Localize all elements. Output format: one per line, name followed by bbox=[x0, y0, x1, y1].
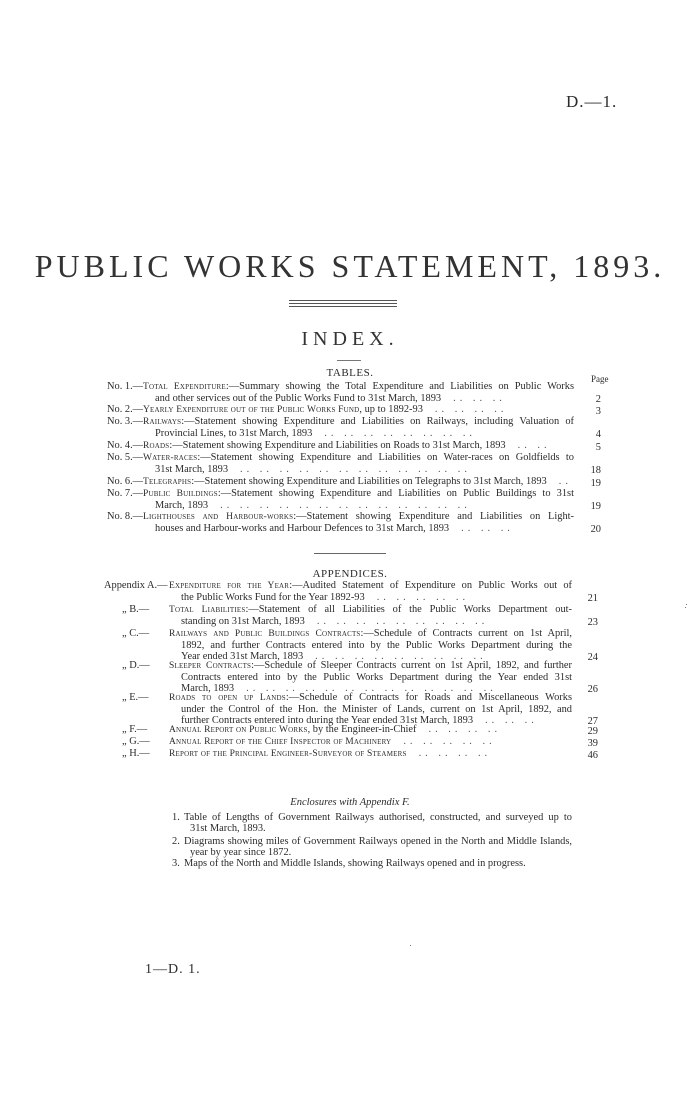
table-description bbox=[143, 511, 574, 534]
table-subject: Lighthouses and Harbour-works bbox=[143, 512, 294, 522]
table-subject: Public Buildings bbox=[143, 489, 218, 499]
table-text: and other services out of the Public Works Fund to 31st March, 1893 bbox=[155, 393, 442, 404]
table-description bbox=[143, 452, 574, 475]
leader-dots: .. .. .. .. .. bbox=[376, 592, 470, 603]
enclosure-number: 3. bbox=[172, 858, 180, 869]
paper-speck bbox=[686, 604, 687, 605]
page-number: 18 bbox=[590, 465, 601, 476]
leader-dots: .. .. bbox=[517, 440, 551, 451]
leader-dots: .. .. .. .. bbox=[428, 724, 502, 735]
enclosure-text bbox=[184, 812, 572, 834]
appendix-subject: Railways and Public Buildings Contracts bbox=[169, 629, 361, 639]
enclosure-text bbox=[184, 836, 572, 858]
appendix-text: further Contracts entered into during the Year ended 31st March, 1893 bbox=[181, 715, 474, 726]
title-rule-middle bbox=[289, 303, 397, 304]
appendix-entry bbox=[104, 604, 598, 626]
appendix-number: „ C.— bbox=[122, 628, 150, 639]
leader-dots: .. .. .. .. .. .. .. .. .. bbox=[315, 651, 487, 662]
table-description bbox=[143, 440, 574, 452]
table-entry bbox=[107, 511, 601, 533]
appendix-entry bbox=[104, 660, 598, 693]
appendix-text: :—Schedule of Contracts for Roads and Miscellaneous Works bbox=[285, 692, 573, 703]
table-text: :—Statement showing Expenditure and Liabilities on Railways, including Valuation of bbox=[181, 416, 574, 427]
enclosure-number: 2. bbox=[172, 836, 180, 847]
appendix-subject: Report of the Principal Engineer-Surveyor of Steamers bbox=[169, 749, 407, 759]
appendix-text: March, 1893 bbox=[181, 683, 235, 694]
page-number: 21 bbox=[587, 593, 598, 604]
page-number: 23 bbox=[587, 617, 598, 628]
leader-dots: .. .. .. .. bbox=[434, 404, 508, 415]
appendix-subject: Annual Report of the Chief Inspector of Machinery bbox=[169, 737, 392, 747]
appendix-number: „ H.— bbox=[122, 748, 150, 759]
document-reference: D.—1. bbox=[566, 92, 618, 111]
page-number: 26 bbox=[587, 684, 598, 695]
appendix-subject: Expenditure for the Year bbox=[169, 581, 290, 591]
page-number: 19 bbox=[590, 478, 601, 489]
table-entry bbox=[107, 476, 601, 487]
enclosure-text bbox=[184, 858, 572, 869]
table-number: No. 7.— bbox=[107, 488, 144, 499]
table-subject: Roads bbox=[143, 441, 170, 451]
appendix-text: :—Schedule of Sleeper Contracts current on 1st April, 1892, and further bbox=[251, 660, 572, 671]
table-subject: Total Expenditure bbox=[143, 382, 226, 392]
table-entry bbox=[107, 488, 601, 510]
page-column-label: Page bbox=[591, 374, 609, 384]
table-number: No. 6.— bbox=[107, 476, 144, 487]
leader-dots: .. bbox=[558, 476, 572, 487]
appendix-description bbox=[169, 692, 572, 726]
table-number: No. 3.— bbox=[107, 416, 144, 427]
leader-dots: .. .. .. bbox=[461, 523, 514, 534]
table-entry bbox=[107, 416, 601, 438]
appendix-description bbox=[169, 604, 572, 627]
index-heading: INDEX. bbox=[301, 328, 399, 350]
appendix-number: Appendix A.— bbox=[104, 580, 168, 591]
appendix-description bbox=[169, 748, 572, 760]
table-entry bbox=[107, 381, 601, 403]
appendix-number: „ G.— bbox=[122, 736, 150, 747]
appendix-text: the Public Works Fund for the Year 1892-93 bbox=[181, 592, 365, 603]
appendix-number: „ B.— bbox=[122, 604, 150, 615]
table-text: Provincial Lines, to 31st March, 1893 bbox=[155, 428, 313, 439]
page-number: 4 bbox=[595, 429, 601, 440]
appendix-subject: Annual Report on Public Works bbox=[169, 725, 308, 735]
table-number: No. 2.— bbox=[107, 404, 144, 415]
leader-dots: .. .. .. .. .. bbox=[403, 736, 496, 747]
page-footer-signature: 1—D. 1. bbox=[145, 962, 201, 977]
appendix-description bbox=[169, 580, 572, 603]
index-rule bbox=[337, 360, 361, 361]
appendix-subject: Sleeper Contracts bbox=[169, 661, 252, 671]
table-description bbox=[143, 404, 574, 416]
enclosure-line: 31st March, 1893. bbox=[190, 823, 266, 834]
enclosure-line: Maps of the North and Middle Islands, showing Railways opened and in progress. bbox=[184, 858, 526, 869]
appendix-subject: Roads to open up Lands bbox=[169, 693, 286, 703]
appendix-description bbox=[169, 628, 572, 662]
leader-dots: .. .. .. .. .. .. .. .. .. .. .. .. .. bbox=[246, 683, 497, 694]
enclosure-line: Table of Lengths of Government Railways authorised, constructed, and surveyed up to bbox=[184, 812, 572, 823]
table-subject: Railways bbox=[143, 417, 182, 427]
table-text: March, 1893 bbox=[155, 500, 209, 511]
table-text: :—Statement showing Expenditure and Liabilities on Water-races on Goldfields to bbox=[197, 452, 574, 463]
tables-heading: TABLES. bbox=[326, 367, 374, 379]
table-text: :—Statement showing Expenditure and Liabilities on Light- bbox=[293, 511, 574, 522]
leader-dots: .. .. .. .. bbox=[418, 748, 492, 759]
page-number: 46 bbox=[587, 750, 598, 761]
table-entry bbox=[107, 404, 601, 415]
page-number: 20 bbox=[590, 524, 601, 535]
table-text: :—Statement showing Expenditure and Liabilities on Roads to 31st March, 1893 bbox=[169, 440, 506, 451]
appendix-text: Year ended 31st March, 1893 bbox=[181, 651, 304, 662]
appendix-entry bbox=[104, 580, 598, 602]
table-number: No. 4.— bbox=[107, 440, 144, 451]
table-subject: Telegraphs bbox=[143, 477, 192, 487]
table-subject: Water-races bbox=[143, 453, 198, 463]
appendix-text: :—Statement of all Liabilities of the Public Works Department out- bbox=[245, 604, 572, 615]
page-number: 29 bbox=[587, 726, 598, 737]
appendix-entry bbox=[104, 692, 598, 725]
paper-speck bbox=[685, 607, 686, 608]
table-text: , up to 1892-93 bbox=[359, 404, 423, 415]
page-number: 27 bbox=[587, 716, 598, 727]
appendix-text: , by the Engineer-in-Chief bbox=[307, 724, 417, 735]
table-number: No. 8.— bbox=[107, 511, 144, 522]
table-description bbox=[143, 381, 574, 404]
leader-dots: .. .. .. .. .. .. .. .. bbox=[324, 428, 477, 439]
page-number: 39 bbox=[587, 738, 598, 749]
table-description bbox=[143, 416, 574, 439]
enclosure-line: year by year since 1872. bbox=[190, 847, 292, 858]
appendix-text: under the Control of the Hon. the Minister of Lands, current on 1st April, 1892, and bbox=[181, 704, 572, 715]
appendix-description bbox=[169, 660, 572, 694]
appendix-number: „ E.— bbox=[122, 692, 149, 703]
title-rule-bottom bbox=[289, 306, 397, 307]
table-entry bbox=[107, 452, 601, 474]
appendix-entry bbox=[104, 748, 598, 759]
enclosure-number: 1. bbox=[172, 812, 180, 823]
table-number: No. 1.— bbox=[107, 381, 144, 392]
title-rule-top bbox=[289, 300, 397, 301]
page-title: PUBLIC WORKS STATEMENT, 1893. bbox=[34, 248, 666, 284]
section-divider bbox=[314, 553, 386, 554]
page-number: 2 bbox=[595, 394, 601, 405]
paper-speck bbox=[410, 945, 411, 946]
appendix-entry bbox=[104, 628, 598, 661]
table-subject: Yearly Expenditure out of the Public Works Fund bbox=[143, 405, 360, 415]
appendix-entry bbox=[104, 724, 598, 735]
table-text: :—Statement showing Expenditure and Liabilities on Public Buildings to 31st bbox=[217, 488, 574, 499]
appendix-entry bbox=[104, 736, 598, 747]
leader-dots: .. .. .. bbox=[485, 715, 538, 726]
table-text: :—Statement showing Expenditure and Liabilities on Telegraphs to 31st March, 1893 bbox=[191, 476, 547, 487]
leader-dots: .. .. .. .. .. .. .. .. .. .. .. .. bbox=[240, 464, 471, 475]
table-number: No. 5.— bbox=[107, 452, 144, 463]
appendix-text: 1892, and further Contracts entered into by the Public Works Department during the bbox=[181, 640, 572, 651]
appendix-subject: Total Liabilities bbox=[169, 605, 246, 615]
appendix-description bbox=[169, 724, 572, 736]
appendix-number: „ D.— bbox=[122, 660, 150, 671]
appendix-text: :—Audited Statement of Expenditure on Public Works out of bbox=[289, 580, 572, 591]
appendix-text: :—Schedule of Contracts current on 1st April, bbox=[360, 628, 573, 639]
enclosure-line: Diagrams showing miles of Government Railways opened in the North and Middle Islands, bbox=[184, 836, 572, 847]
appendix-text: standing on 31st March, 1893 bbox=[181, 616, 305, 627]
table-description bbox=[143, 488, 574, 511]
table-text: :—Summary showing the Total Expenditure and Liabilities on Public Works bbox=[225, 381, 574, 392]
page-number: 5 bbox=[595, 442, 601, 453]
enclosures-heading: Enclosures with Appendix F. bbox=[290, 797, 410, 808]
appendices-heading: APPENDICES. bbox=[312, 568, 388, 580]
table-description bbox=[143, 476, 574, 488]
page-number: 19 bbox=[590, 501, 601, 512]
table-text: 31st March, 1893 bbox=[155, 464, 229, 475]
leader-dots: .. .. .. .. .. .. .. .. .. .. .. .. .. bbox=[220, 500, 471, 511]
leader-dots: .. .. .. .. .. .. .. .. .. bbox=[316, 616, 489, 627]
page-number: 3 bbox=[595, 406, 601, 417]
appendix-description bbox=[169, 736, 572, 748]
appendix-text: Contracts entered into by the Public Works Department during the Year ended 31st bbox=[181, 672, 572, 683]
leader-dots: .. .. .. bbox=[453, 393, 506, 404]
table-text: houses and Harbour-works and Harbour Defences to 31st March, 1893 bbox=[155, 523, 450, 534]
page-number: 24 bbox=[587, 652, 598, 663]
table-entry bbox=[107, 440, 601, 451]
appendix-number: „ F.— bbox=[122, 724, 148, 735]
